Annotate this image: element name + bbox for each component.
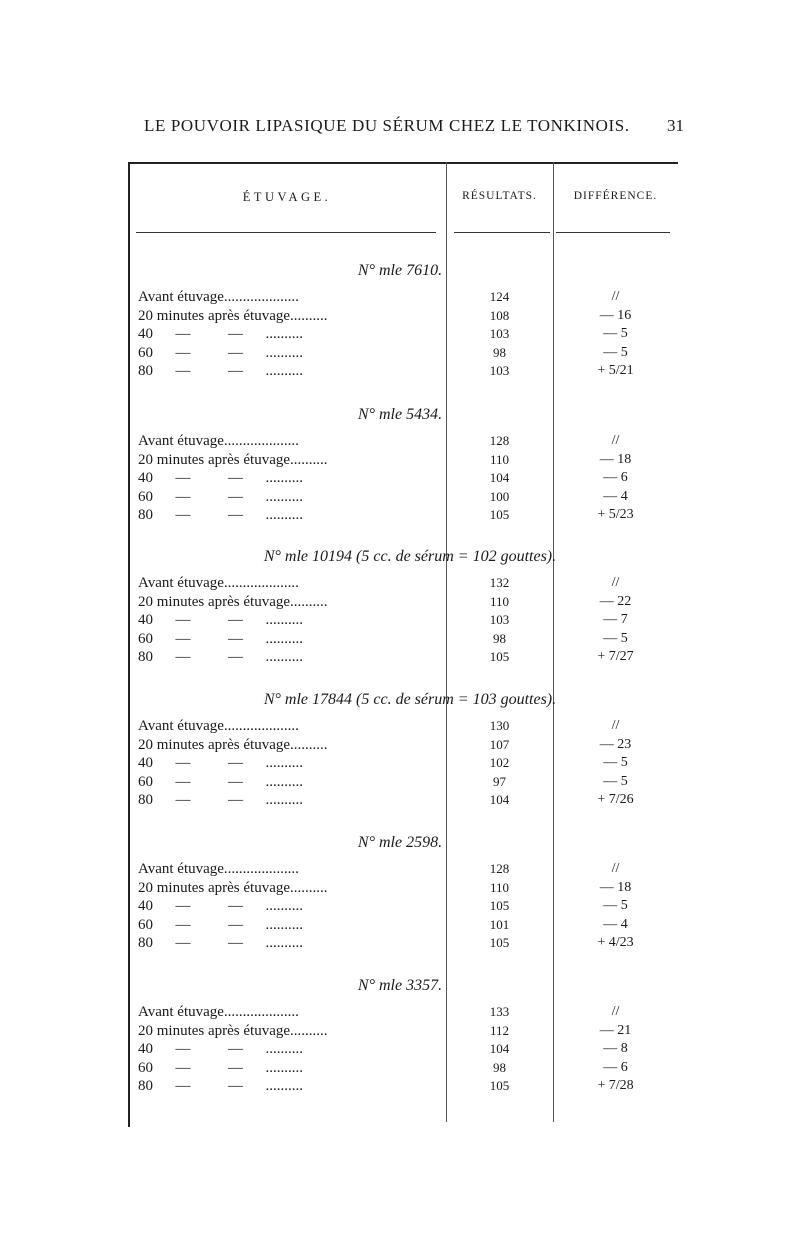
row-difference: — 6 (603, 1059, 628, 1075)
group-title: N° mle 2598. (357, 834, 443, 851)
row-difference: — 7 (603, 612, 628, 627)
row-label: 80 — — .......... (138, 1078, 303, 1094)
row-label: Avant étuvage.................... (138, 1004, 299, 1020)
row-label: 60 — — .......... (138, 773, 303, 790)
row-label: Avant étuvage.................... (138, 718, 299, 734)
table-row (138, 935, 678, 955)
row-label: 40 — — .......... (138, 1041, 303, 1057)
row-label: 80 — — .......... (138, 649, 303, 665)
row-result: 102 (489, 755, 510, 770)
running-head (144, 116, 684, 140)
row-difference: — 8 (603, 1041, 628, 1056)
row-label: 60 — — .......... (138, 916, 303, 933)
row-label: 20 minutes après étuvage.......... (138, 593, 328, 610)
row-difference: // (611, 433, 620, 448)
row-result: 110 (489, 593, 510, 609)
table-left-rule (128, 162, 130, 1127)
table-row (138, 774, 678, 794)
table-row (138, 898, 678, 918)
row-label: 40 — — .......... (138, 326, 303, 342)
row-result: 112 (489, 1022, 510, 1038)
row-result: 105 (489, 935, 510, 950)
running-title: LE POUVOIR LIPASIQUE DU SÉRUM CHEZ LE TONKINOIS. (144, 116, 630, 135)
row-result: 103 (489, 612, 510, 627)
row-result: 103 (489, 363, 510, 378)
row-label: 40 — — .......... (138, 755, 303, 771)
row-result: 100 (489, 488, 510, 504)
table-row (138, 612, 678, 632)
row-difference: — 5 (603, 773, 628, 789)
row-difference: — 23 (599, 736, 632, 752)
row-label: Avant étuvage.................... (138, 861, 299, 877)
table-row (138, 433, 678, 453)
row-result: 107 (489, 736, 510, 752)
row-difference: // (611, 1004, 620, 1019)
row-result: 108 (489, 307, 510, 323)
group-title: N° mle 7610. (357, 262, 443, 279)
group-title: N° mle 3357. (357, 977, 443, 994)
table-row (138, 718, 678, 738)
row-difference: + 5/23 (597, 507, 634, 522)
row-difference: // (611, 861, 620, 876)
page-number: 31 (667, 116, 684, 135)
row-difference: + 7/27 (597, 649, 634, 664)
row-difference: // (611, 575, 620, 590)
row-result: 130 (489, 718, 510, 733)
table-row (138, 345, 678, 365)
row-result: 105 (489, 649, 510, 664)
row-difference: — 21 (599, 1022, 632, 1038)
row-result: 98 (493, 630, 506, 646)
row-result: 132 (489, 575, 510, 590)
table-row (138, 1004, 678, 1024)
row-difference: — 16 (599, 307, 632, 323)
row-difference: // (611, 718, 620, 733)
row-result: 97 (493, 773, 506, 789)
column-header-difference: DIFFÉRENCE. (573, 190, 658, 202)
row-difference: + 7/26 (597, 792, 634, 807)
table-row (138, 575, 678, 595)
table-row (138, 737, 678, 757)
table-row (138, 1041, 678, 1061)
table-row (138, 1023, 678, 1043)
row-label: 80 — — .......... (138, 935, 303, 951)
row-result: 104 (489, 1041, 510, 1056)
row-result: 101 (489, 916, 510, 932)
row-result: 110 (489, 879, 510, 895)
row-difference: — 5 (603, 344, 628, 360)
table-row (138, 489, 678, 509)
row-result: 98 (493, 1059, 506, 1075)
column-header-etuvage: ÉTUVAGE. (242, 190, 332, 204)
row-label: 40 — — .......... (138, 612, 303, 628)
table-row (138, 363, 678, 383)
row-result: 105 (489, 898, 510, 913)
table-row (138, 861, 678, 881)
row-difference: — 5 (603, 898, 628, 913)
row-difference: — 4 (603, 916, 628, 932)
table-row (138, 1078, 678, 1098)
row-label: 80 — — .......... (138, 792, 303, 808)
row-result: 98 (493, 344, 506, 360)
row-result: 128 (489, 861, 510, 876)
row-difference: — 18 (599, 879, 632, 895)
table-row (138, 452, 678, 472)
row-difference: — 5 (603, 630, 628, 646)
row-label: Avant étuvage.................... (138, 433, 299, 449)
row-result: 105 (489, 1078, 510, 1093)
table-row (138, 289, 678, 309)
row-result: 104 (489, 470, 510, 485)
group-title: N° mle 17844 (5 cc. de sérum = 103 gouttes). (263, 691, 557, 708)
group-title: N° mle 5434. (357, 406, 443, 423)
row-difference: — 5 (603, 326, 628, 341)
table-row (138, 1060, 678, 1080)
table-row (138, 308, 678, 328)
table-row (138, 917, 678, 937)
row-label: 60 — — .......... (138, 1059, 303, 1076)
row-label: 60 — — .......... (138, 344, 303, 361)
row-label: 80 — — .......... (138, 363, 303, 379)
row-label: 60 — — .......... (138, 488, 303, 505)
row-difference: — 6 (603, 470, 628, 485)
row-label: 20 minutes après étuvage.......... (138, 736, 328, 753)
row-label: 20 minutes après étuvage.......... (138, 879, 328, 896)
row-label: 20 minutes après étuvage.......... (138, 307, 328, 324)
column-header-resultats: RÉSULTATS. (462, 190, 537, 202)
row-label: 80 — — .......... (138, 507, 303, 523)
row-result: 124 (489, 289, 510, 304)
row-result: 133 (489, 1004, 510, 1019)
table-row (138, 470, 678, 490)
row-result: 105 (489, 507, 510, 522)
row-result: 104 (489, 792, 510, 807)
row-difference: — 22 (599, 593, 632, 609)
row-label: 20 minutes après étuvage.......... (138, 451, 328, 468)
row-label: 40 — — .......... (138, 898, 303, 914)
row-result: 128 (489, 433, 510, 448)
table-row (138, 755, 678, 775)
table-row (138, 631, 678, 651)
row-result: 110 (489, 451, 510, 467)
row-difference: // (611, 289, 620, 304)
row-difference: + 4/23 (597, 935, 634, 950)
row-label: 20 minutes après étuvage.......... (138, 1022, 328, 1039)
table-top-rule (128, 162, 678, 164)
row-label: 60 — — .......... (138, 630, 303, 647)
row-label: Avant étuvage.................... (138, 289, 299, 305)
row-difference: + 5/21 (597, 363, 634, 378)
row-difference: — 5 (603, 755, 628, 770)
table-row (138, 507, 678, 527)
group-title: N° mle 10194 (5 cc. de sérum = 102 gouttes). (263, 548, 557, 565)
row-difference: — 18 (599, 451, 632, 467)
table-row (138, 326, 678, 346)
table-row (138, 594, 678, 614)
row-label: Avant étuvage.................... (138, 575, 299, 591)
table-row (138, 649, 678, 669)
row-result: 103 (489, 326, 510, 341)
table-row (138, 880, 678, 900)
table-row (138, 792, 678, 812)
row-difference: + 7/28 (597, 1078, 634, 1093)
row-difference: — 4 (603, 488, 628, 504)
row-label: 40 — — .......... (138, 470, 303, 486)
